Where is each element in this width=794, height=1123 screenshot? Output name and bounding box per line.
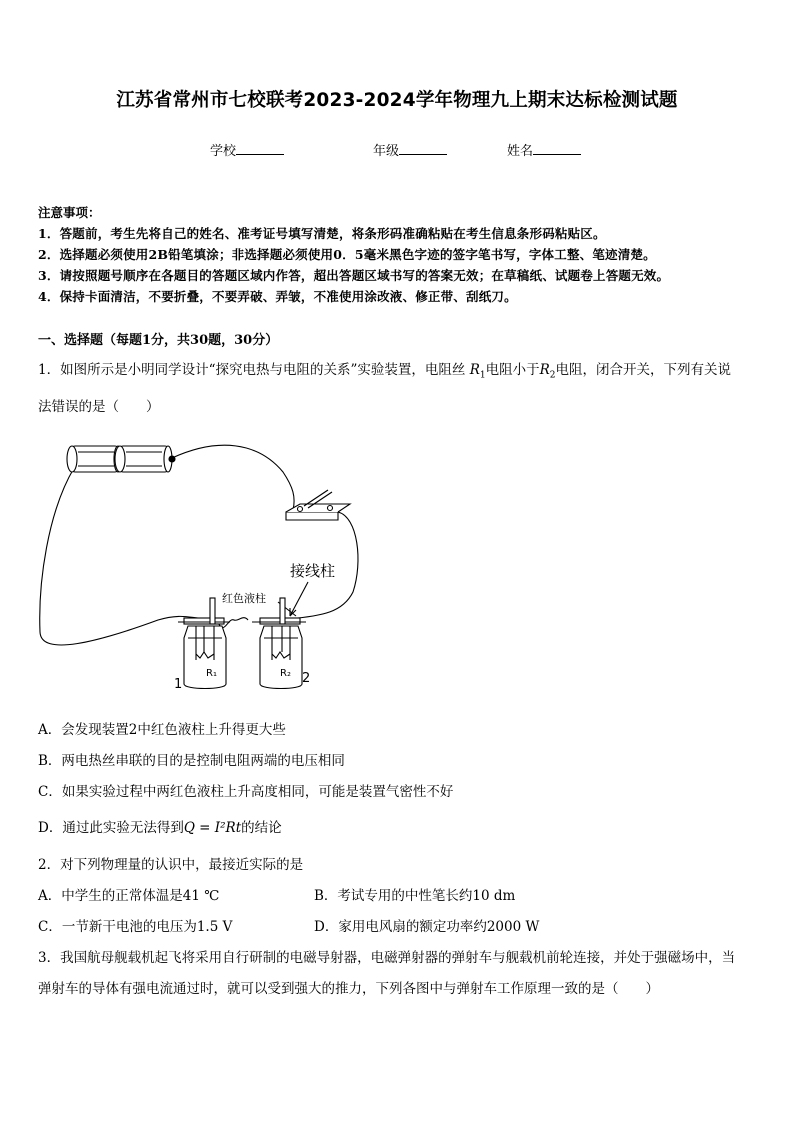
r2-symbol: $R_2$ [539,362,556,381]
r1-symbol: $R_1$ [469,362,486,381]
school-field[interactable] [210,140,284,159]
section-heading: 一、选择题（每题1分，共30题，30分） [38,333,279,348]
question-3-stem-end: 弹射车的导体有强电流通过时，就可以受到强大的推力，下列各图中与弹射车工作原理一致的是（ ） [38,981,659,997]
notice-item: 1．答题前，考生先将自己的姓名、准考证号填写清楚，将条形码准确粘贴在考生信息条形码粘贴区。 [38,226,606,241]
notice-heading: 注意事项： [38,205,101,220]
grade-label: 年级 [373,144,400,159]
q2-option-d[interactable]: D．家用电风扇的额定功率约2000 W [314,919,540,935]
terminal-label: 接线柱 [290,562,336,580]
q2-option-c[interactable]: C．一节新干电池的电压为1.5 V [38,919,233,935]
name-blank[interactable] [533,142,581,155]
q1-option-b[interactable]: B．两电热丝串联的目的是控制电阻两端的电压相同 [38,753,345,769]
page-title: 江苏省常州市七校联考2023-2024学年物理九上期末达标检测试题 [116,90,678,111]
notice-item: 3．请按照题号顺序在各题目的答题区域内作答，超出答题区域书写的答案无效；在草稿纸、试题卷上答题无效。 [38,268,670,283]
name-field[interactable] [507,140,581,159]
grade-field[interactable] [373,140,447,159]
q1-stem-part-a: 1．如图所示是小明同学设计“探究电热与电阻的关系”实验装置，电阻丝 [38,362,466,378]
terminal-arrow [290,582,308,616]
question-1-stem [38,358,731,381]
q1-option-d-text-b: 的结论 [241,820,282,836]
school-label: 学校 [210,144,237,159]
joule-law-formula: Q = I²Rt [183,820,242,836]
notice-item: 2．选择题必须使用2B铅笔填涂；非选择题必须使用0．5毫米黑色字迹的签字笔书写，字体工整、笔迹清楚。 [38,247,656,262]
q1-option-d-text-a: D．通过此实验无法得到 [38,820,184,836]
circuit-figure [38,432,368,694]
battery-icon [67,446,175,472]
question-2-stem: 2．对下列物理量的认识中，最接近实际的是 [38,857,304,873]
name-label: 姓名 [507,144,534,159]
q1-stem-part-b: 电阻小于 [485,362,540,378]
wire-top [172,445,294,510]
jar-1 [178,598,230,689]
q1-option-d[interactable] [38,816,282,836]
switch-icon [286,490,350,520]
question-1-stem-end: 法错误的是（ ） [38,399,160,415]
q1-option-c[interactable]: C．如果实验过程中两红色液柱上升高度相同，可能是装置气密性不好 [38,784,454,800]
q1-option-a[interactable]: A．会发现装置2中红色液柱上升得更大些 [38,722,286,738]
school-blank[interactable] [236,142,284,155]
q2-option-a[interactable]: A．中学生的正常体温是41 ℃ [38,888,220,904]
jar-2 [252,598,306,689]
r1-label: R₁ [206,668,217,679]
question-3-stem: 3．我国航母舰载机起飞将采用自行研制的电磁导射器，电磁弹射器的弹射车与舰载机前轮连接，并处于强磁场中，当 [38,950,736,966]
jar-1-number: 1 [174,677,183,692]
q2-option-b[interactable]: B．考试专用的中性笔长约10 dm [314,888,516,904]
red-column-label: 红色液柱 [222,592,266,605]
jar-2-number: 2 [302,671,311,686]
q1-stem-part-c: 电阻，闭合开关，下列有关说 [555,362,732,378]
r2-label: R₂ [280,668,291,679]
wire-left [40,468,198,645]
grade-blank[interactable] [399,142,447,155]
notice-item: 4．保持卡面清洁，不要折叠，不要弄破、弄皱，不准使用涂改液、修正带、刮纸刀。 [38,289,517,304]
